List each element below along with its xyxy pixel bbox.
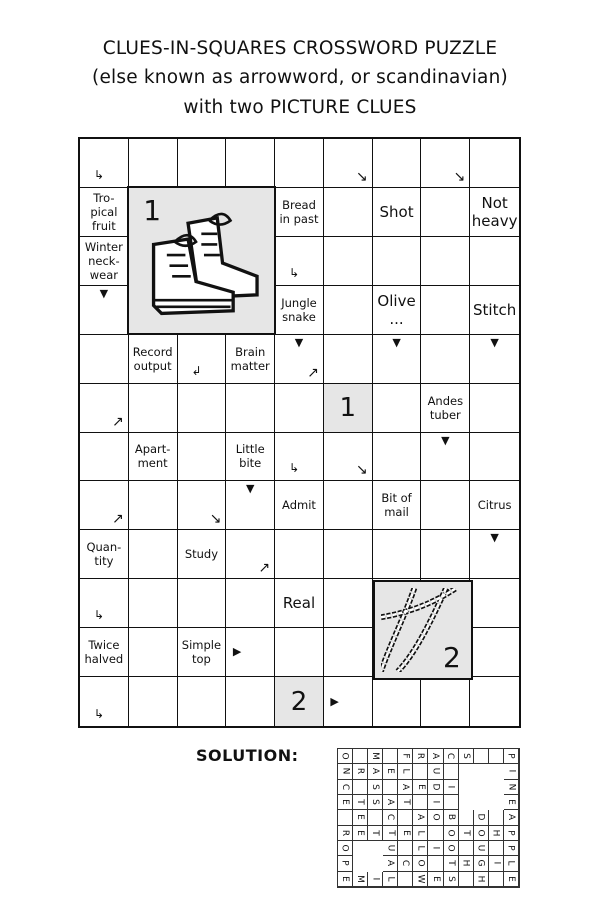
solution-cell (413, 764, 428, 779)
down-arrow-icon: ▼ (490, 531, 499, 545)
diagonal-down-arrow-icon: ↘ (453, 168, 466, 185)
picture-clue-2 (373, 580, 472, 680)
clue-text: Not heavy (471, 193, 518, 230)
solution-cell: I (428, 841, 443, 856)
solution-cell (489, 810, 504, 825)
clue-cell (275, 579, 324, 628)
grid-cell[interactable] (373, 530, 422, 579)
solution-cell: L (398, 764, 413, 779)
solution-cell: I (368, 872, 383, 887)
grid-cell[interactable] (373, 237, 422, 286)
solution-cell: T (398, 795, 413, 810)
down-arrow-icon: ▼ (99, 286, 109, 300)
clue-text: Quan- tity (86, 540, 122, 569)
down-arrow-icon: ▼ (294, 335, 304, 349)
solution-cell: E (353, 826, 368, 841)
solution-cell: A (504, 810, 519, 825)
solution-cell: O (444, 826, 459, 841)
puzzle-subtitle-2: with two PICTURE CLUES (183, 97, 417, 118)
solution-cell: E (428, 872, 443, 887)
solution-cell: I (504, 764, 519, 779)
solution-cell: C (444, 749, 459, 764)
solution-cell: R (413, 749, 428, 764)
turn-right-arrow-icon: ↳ (289, 461, 300, 476)
solution-cell (474, 749, 489, 764)
grid-cell[interactable] (226, 579, 275, 628)
solution-cell (444, 764, 459, 779)
grid-cell[interactable] (80, 579, 129, 628)
solution-cell (474, 795, 489, 810)
grid-cell[interactable] (129, 677, 178, 726)
solution-cell (459, 810, 474, 825)
clue-cell (275, 188, 324, 237)
diagonal-down-arrow-icon: ↘ (355, 168, 368, 185)
grid-cell[interactable] (129, 139, 178, 188)
solution-cell (459, 764, 474, 779)
solution-cell (489, 795, 504, 810)
solution-cell (353, 841, 368, 856)
solution-cell: O (338, 841, 353, 856)
clue-text: Bit of mail (381, 491, 412, 520)
clue-cell (470, 286, 519, 349)
solution-cell (444, 795, 459, 810)
turn-right-arrow-icon: ↳ (94, 608, 105, 623)
solution-cell (383, 780, 398, 795)
solution-cell (474, 764, 489, 779)
picture-answer-cell[interactable] (275, 677, 339, 726)
clue-cell (178, 628, 242, 677)
turn-down-arrow-icon: ↲ (191, 363, 202, 378)
solution-cell: O (338, 749, 353, 764)
clue-cell (178, 530, 227, 579)
grid-cell[interactable] (178, 384, 227, 433)
solution-cell (383, 749, 398, 764)
clue-text: Bread in past (279, 197, 319, 226)
clue-text: Stitch (473, 300, 517, 319)
solution-cell: E (398, 826, 413, 841)
solution-cell: I (428, 795, 443, 810)
grid-cell[interactable] (226, 139, 275, 188)
solution-cell: L (504, 856, 519, 871)
solution-cell: W (413, 872, 428, 887)
solution-cell: M (353, 872, 368, 887)
solution-cell (353, 749, 368, 764)
grid-cell[interactable] (178, 335, 227, 384)
clue-cell (373, 286, 422, 349)
solution-cell (474, 780, 489, 795)
solution-cell (353, 780, 368, 795)
grid-cell[interactable] (275, 237, 324, 286)
solution-cell: H (474, 872, 489, 887)
grid-cell[interactable] (421, 188, 470, 237)
clue-text: Admit (282, 498, 316, 513)
clue-cell (226, 433, 275, 496)
solution-cell: N (338, 764, 353, 779)
solution-cell: R (353, 764, 368, 779)
solution-cell: B (444, 810, 459, 825)
solution-cell: I (444, 780, 459, 795)
grid-cell[interactable] (226, 677, 275, 726)
picture-number: 1 (143, 194, 162, 228)
clue-text: Apart- ment (134, 442, 171, 471)
clue-cell (80, 188, 129, 237)
solution-cell: I (489, 856, 504, 871)
picture-number: 2 (442, 640, 461, 674)
clue-text: Tro- pical fruit (90, 190, 118, 233)
grid-cell[interactable] (324, 628, 373, 677)
solution-cell: A (383, 856, 398, 871)
solution-cell: S (368, 795, 383, 810)
solution-cell: H (489, 826, 504, 841)
solution-label: SOLUTION: (196, 746, 299, 765)
solution-cell (489, 780, 504, 795)
solution-cell: T (353, 795, 368, 810)
clue-text: Citrus (477, 498, 512, 513)
grid-cell[interactable] (421, 481, 470, 530)
down-arrow-icon: ▼ (245, 482, 255, 496)
solution-cell: L (383, 872, 398, 887)
solution-cell (398, 841, 413, 856)
clue-cell (275, 481, 324, 530)
solution-cell (459, 795, 474, 810)
clue-cell (226, 335, 275, 384)
right-arrow-icon: ▶ (232, 645, 242, 659)
clue-text: Real (282, 594, 316, 613)
grid-cell[interactable] (421, 139, 470, 188)
grid-cell[interactable] (470, 237, 519, 286)
solution-cell: E (383, 764, 398, 779)
diagonal-right-arrow-icon: ↗ (307, 364, 319, 381)
grid-cell[interactable] (80, 139, 129, 188)
grid-cell[interactable] (470, 384, 519, 433)
picture-clue-1 (127, 186, 276, 335)
clue-cell (421, 384, 470, 447)
solution-cell (368, 841, 383, 856)
solution-cell: N (504, 780, 519, 795)
solution-cell (428, 826, 443, 841)
diagonal-right-arrow-icon: ↗ (258, 560, 271, 577)
solution-cell: E (504, 872, 519, 887)
solution-cell (459, 780, 474, 795)
grid-cell[interactable] (275, 433, 324, 482)
solution-cell (338, 810, 353, 825)
grid-cell[interactable] (470, 433, 519, 482)
solution-cell: F (398, 749, 413, 764)
grid-cell[interactable] (324, 286, 373, 335)
solution-cell: E (338, 872, 353, 887)
clue-cell (129, 433, 178, 482)
clue-cell (80, 628, 129, 677)
grid-cell[interactable] (373, 433, 422, 482)
clue-text: Twice halved (84, 638, 124, 667)
solution-cell: D (428, 780, 443, 795)
solution-cell (368, 810, 383, 825)
solution-cell: A (368, 764, 383, 779)
grid-cell[interactable] (226, 530, 275, 579)
clue-text: Simple top (181, 638, 222, 667)
grid-cell[interactable] (80, 335, 129, 384)
solution-cell: T (459, 826, 474, 841)
solution-cell: P (504, 749, 519, 764)
grid-cell[interactable] (324, 433, 373, 482)
grid-cell[interactable] (421, 677, 470, 726)
grid-cell[interactable] (324, 530, 373, 579)
grid-cell[interactable] (275, 139, 324, 188)
down-arrow-icon: ▼ (392, 335, 401, 349)
solution-cell: P (504, 841, 519, 856)
grid-cell[interactable] (275, 384, 324, 433)
grid-cell[interactable] (324, 579, 373, 628)
clue-text: Jungle snake (281, 295, 317, 324)
grid-cell[interactable] (470, 677, 519, 726)
grid-cell[interactable] (80, 384, 129, 433)
solution-cell (489, 764, 504, 779)
solution-cell (398, 872, 413, 887)
clue-text: Winter neck- wear (84, 239, 123, 282)
solution-cell: D (474, 810, 489, 825)
clue-text: Little bite (235, 442, 265, 471)
solution-cell (489, 841, 504, 856)
solution-cell: L (413, 841, 428, 856)
clue-cell (129, 335, 178, 384)
puzzle-title: CLUES-IN-SQUARES CROSSWORD PUZZLE (102, 38, 498, 59)
solution-cell (398, 810, 413, 825)
solution-cell: E (353, 810, 368, 825)
solution-cell: C (398, 856, 413, 871)
solution-cell: O (444, 841, 459, 856)
grid-cell[interactable] (178, 481, 227, 530)
grid-cell[interactable] (178, 677, 227, 726)
solution-cell: C (383, 810, 398, 825)
grid-cell[interactable] (178, 433, 227, 482)
clue-cell (275, 286, 324, 349)
grid-cell[interactable] (324, 335, 373, 384)
grid-cell[interactable] (178, 139, 227, 188)
solution-cell (353, 856, 368, 871)
solution-cell: P (504, 826, 519, 841)
grid-cell[interactable] (421, 286, 470, 335)
diagonal-down-arrow-icon: ↘ (355, 462, 368, 479)
clue-cell (373, 188, 422, 237)
diagonal-right-arrow-icon: ↗ (112, 511, 124, 528)
solution-cell: A (398, 780, 413, 795)
solution-cell: G (474, 856, 489, 871)
down-arrow-icon: ▼ (441, 433, 450, 447)
solution-cell (413, 795, 428, 810)
solution-cell (428, 856, 443, 871)
turn-right-arrow-icon: ↳ (94, 167, 105, 182)
clue-cell (470, 188, 519, 237)
diagonal-right-arrow-icon: ↗ (112, 413, 124, 430)
grid-cell[interactable] (324, 237, 373, 286)
grid-cell[interactable] (80, 677, 129, 726)
solution-cell: H (459, 856, 474, 871)
grid-cell[interactable] (421, 237, 470, 286)
grid-cell[interactable] (178, 579, 227, 628)
grid-cell[interactable] (129, 530, 178, 579)
solution-cell: A (383, 795, 398, 810)
solution-cell: O (413, 856, 428, 871)
grid-cell[interactable] (129, 481, 178, 530)
clue-text: Olive ... (377, 291, 416, 328)
down-arrow-icon: ▼ (490, 335, 499, 349)
clue-text: Brain matter (230, 344, 270, 373)
solution-cell: S (459, 749, 474, 764)
turn-right-arrow-icon: ↳ (94, 707, 105, 721)
clue-cell (80, 237, 129, 300)
solution-cell: T (444, 856, 459, 871)
solution-cell: U (428, 764, 443, 779)
solution-cell (489, 749, 504, 764)
solution-cell: E (338, 795, 353, 810)
solution-cell: U (474, 841, 489, 856)
grid-cell[interactable] (324, 481, 373, 530)
grid-cell[interactable] (275, 628, 324, 677)
clue-text: Study (184, 547, 219, 562)
solution-cell (368, 856, 383, 871)
diagonal-down-arrow-icon: ↘ (209, 511, 222, 528)
solution-cell: R (338, 826, 353, 841)
solution-cell: A (413, 810, 428, 825)
grid-cell[interactable] (129, 384, 178, 433)
grid-cell[interactable] (80, 481, 129, 530)
solution-cell: C (338, 780, 353, 795)
clue-text: Shot (379, 202, 414, 221)
solution-cell: A (428, 749, 443, 764)
solution-cell (459, 872, 474, 887)
solution-cell: M (368, 749, 383, 764)
solution-cell: S (368, 780, 383, 795)
grid-cell[interactable] (470, 579, 519, 628)
grid-cell[interactable] (373, 677, 422, 726)
right-arrow-icon: ▶ (330, 694, 339, 708)
picture-number: 1 (339, 392, 357, 423)
solution-cell: O (428, 810, 443, 825)
solution-cell (459, 841, 474, 856)
turn-right-arrow-icon: ↳ (289, 265, 300, 280)
clue-text: Andes tuber (427, 393, 464, 422)
picture-answer-cell[interactable] (324, 384, 373, 433)
clue-cell (470, 481, 519, 545)
grid-cell[interactable] (373, 139, 422, 188)
clue-text: Record output (132, 344, 173, 373)
solution-cell: T (368, 826, 383, 841)
grid-cell[interactable] (470, 139, 519, 188)
solution-cell: L (413, 826, 428, 841)
puzzle-subtitle: (else known as arrowword, or scandinavian) (92, 67, 508, 88)
solution-cell: P (338, 856, 353, 871)
grid-cell[interactable] (324, 188, 373, 237)
solution-cell: E (504, 795, 519, 810)
grid-cell[interactable] (275, 530, 324, 579)
solution-cell: U (383, 841, 398, 856)
grid-cell[interactable] (373, 384, 422, 433)
solution-cell: S (444, 872, 459, 887)
solution-cell: T (383, 826, 398, 841)
solution-grid (337, 748, 520, 888)
grid-cell[interactable] (324, 139, 373, 188)
solution-cell: O (474, 826, 489, 841)
grid-cell[interactable] (470, 628, 519, 677)
solution-cell (489, 872, 504, 887)
grid-cell[interactable] (129, 628, 178, 677)
grid-cell[interactable] (80, 433, 129, 482)
solution-cell: E (413, 780, 428, 795)
clue-cell (373, 481, 422, 530)
picture-number: 2 (290, 686, 308, 717)
grid-cell[interactable] (129, 579, 178, 628)
grid-cell[interactable] (421, 335, 470, 384)
grid-cell[interactable] (421, 530, 470, 579)
clue-cell (80, 530, 129, 579)
grid-cell[interactable] (226, 384, 275, 433)
